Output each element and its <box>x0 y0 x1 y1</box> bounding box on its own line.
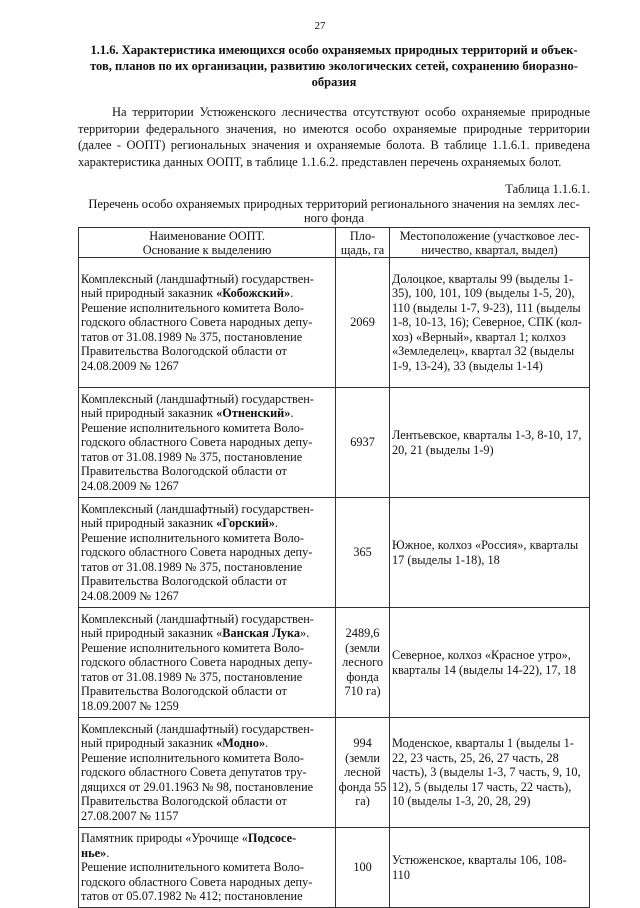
heading-line: образия <box>311 75 357 89</box>
location-line: 22, 23 часть, 25, 26, 27 часть, 28 <box>391 750 559 765</box>
area-line: 2069 <box>350 315 375 330</box>
name-suffix: . <box>274 516 278 531</box>
location-line: 110 (выделы 1-7, 9-23), 111 (выделы <box>391 300 581 315</box>
cell-location <box>389 388 589 498</box>
cell-area <box>336 828 390 908</box>
name-bold: Ванская Лука <box>222 626 301 641</box>
heading-line: тов, планов по их организации, развитию экологических сетей, сохранению биоразно- <box>90 59 578 73</box>
location-line: 10 (выделы 1-3, 20, 28, 29) <box>391 794 531 809</box>
name-bold: «Модно» <box>216 736 266 751</box>
basis-line: татов от 31.08.1989 № 375, постановление <box>81 559 303 574</box>
cell-area <box>336 258 390 388</box>
name-bold: Подсосе- <box>247 831 297 846</box>
cell-oopt-name <box>79 498 336 608</box>
basis-line: татов от 31.08.1989 № 375, постановление <box>81 449 303 464</box>
name-line2-prefix: ный природный заказник <box>81 406 217 421</box>
location-line: Южное, колхоз «Россия», кварталы <box>391 538 579 553</box>
location-line: 20, 21 (выделы 1-9) <box>391 442 494 457</box>
header-name-line: Основание к выделению <box>142 242 272 257</box>
name-suffix: ». <box>300 626 310 641</box>
name-prefix: Комплексный (ландшафтный) государствен- <box>81 502 314 517</box>
area-line: лесной <box>344 765 381 780</box>
location-line: «Земледелец», квартал 32 (выделы <box>391 344 575 359</box>
basis-line: 24.08.2009 № 1267 <box>81 358 179 373</box>
area-line: 2489,6 <box>345 626 380 641</box>
name-suffix: . <box>106 845 110 860</box>
header-location-line: Местоположение (участковое лес- <box>399 228 580 243</box>
cell-area <box>336 608 390 718</box>
intro-paragraph: На территории Устюженского лесничества отсутствуют особо охраняемые природные территории федерального значения, но имеются особо охраняемые природные территории (далее - ООПТ) региональных значения и охраняемые болота. В таблице 1.1.6.1. приведена характеристика данных ООПТ, в таблице 1.1.6.2. представлен перечень охраняемых болот. <box>78 105 590 169</box>
name-line2-prefix: ный природный заказник <box>81 736 217 751</box>
basis-line: Правительства Вологодской области от <box>81 684 287 699</box>
caption-line: ного фонда <box>303 211 365 225</box>
header-area <box>336 228 390 258</box>
basis-line: Правительства Вологодской области от <box>81 344 287 359</box>
location-line: 1-8, 10-13, 16); Северное, СПК (кол- <box>391 315 582 330</box>
table-row <box>79 498 590 608</box>
location-line: хоз) «Верный», квартал 1; колхоз <box>391 329 566 344</box>
name-prefix: Комплексный (ландшафтный) государствен- <box>81 612 314 627</box>
heading-line: 1.1.6. Характеристика имеющихся особо охраняемых природных территорий и объек- <box>90 43 578 57</box>
basis-line: 27.08.2007 № 1157 <box>81 808 179 823</box>
header-name <box>79 228 336 258</box>
header-name-line: Наименование ООПТ. <box>149 228 265 243</box>
basis-line: Решение исполнительного комитета Воло- <box>81 420 305 435</box>
table-caption <box>78 197 590 225</box>
header-location-line: ничество, квартал, выдел) <box>421 242 558 257</box>
area-line: лесного <box>342 655 384 670</box>
oopt-table <box>78 227 590 908</box>
area-line: (земли <box>345 640 381 655</box>
location-line: Северное, колхоз «Красное утро», <box>391 648 571 663</box>
header-location <box>389 228 589 258</box>
cell-location <box>389 718 589 828</box>
name-bold: «Отненский» <box>216 406 291 421</box>
name-bold: нье» <box>81 845 107 860</box>
area-line: 6937 <box>350 435 375 450</box>
table-header-row <box>79 228 590 258</box>
name-bold: «Горский» <box>216 516 275 531</box>
basis-line: Решение исполнительного комитета Воло- <box>81 860 305 875</box>
location-line: 35), 100, 101, 109 (выделы 1-5, 20), <box>391 286 575 301</box>
basis-line: Правительства Вологодской области от <box>81 574 287 589</box>
location-line: 1-9, 13-24), 33 (выделы 1-14) <box>391 358 543 373</box>
caption-line: Перечень особо охраняемых природных территорий регионального значения на землях лес- <box>88 197 580 211</box>
page-number: 27 <box>314 20 326 32</box>
basis-line: дящихся от 29.01.1963 № 98, постановление <box>81 779 314 794</box>
name-line2-prefix: ный природный заказник <box>81 286 217 301</box>
basis-line: Решение исполнительного комитета Воло- <box>81 640 305 655</box>
name-prefix: Комплексный (ландшафтный) государствен- <box>81 392 314 407</box>
header-area-line: щадь, га <box>340 242 385 257</box>
cell-oopt-name <box>79 258 336 388</box>
area-line: га) <box>355 794 370 809</box>
basis-line: годского областного Совета народных депу- <box>81 655 313 670</box>
name-suffix: . <box>265 736 269 751</box>
area-line: 365 <box>353 545 372 560</box>
basis-line: 24.08.2009 № 1267 <box>81 478 179 493</box>
area-line: 710 га) <box>344 684 381 699</box>
cell-oopt-name <box>79 388 336 498</box>
name-prefix: Комплексный (ландшафтный) государствен- <box>81 722 314 737</box>
cell-location <box>389 498 589 608</box>
header-area-line: Пло- <box>349 228 376 243</box>
location-line: Долоцкое, кварталы 99 (выделы 1- <box>391 272 574 287</box>
location-line: Моденское, кварталы 1 (выделы 1- <box>391 736 574 751</box>
name-suffix: . <box>290 406 294 421</box>
name-prefix: Комплексный (ландшафтный) государствен- <box>81 272 314 287</box>
basis-line: Правительства Вологодской области от <box>81 464 287 479</box>
cell-area <box>336 498 390 608</box>
table-row <box>79 608 590 718</box>
basis-line: 24.08.2009 № 1267 <box>81 588 179 603</box>
basis-line: 18.09.2007 № 1259 <box>81 698 179 713</box>
location-line: 17 (выделы 1-18), 18 <box>391 552 500 567</box>
basis-line: Решение исполнительного комитета Воло- <box>81 750 305 765</box>
basis-line: Правительства Вологодской области от <box>81 794 287 809</box>
table-row <box>79 828 590 908</box>
cell-area <box>336 388 390 498</box>
basis-line: Решение исполнительного комитета Воло- <box>81 530 305 545</box>
basis-line: татов от 31.08.1989 № 375, постановление <box>81 669 303 684</box>
basis-line: годского областного Совета народных депу- <box>81 435 313 450</box>
cell-location <box>389 258 589 388</box>
cell-oopt-name <box>79 718 336 828</box>
basis-line: татов от 05.07.1982 № 412; постановление <box>81 889 303 904</box>
basis-line: Решение исполнительного комитета Воло- <box>81 300 305 315</box>
basis-line: годского областного Совета народных депу- <box>81 315 313 330</box>
location-line: Лентьевское, кварталы 1-3, 8-10, 17, <box>391 428 582 443</box>
location-line: часть), 3 (выделы 1-3, 7 часть, 9, 10, <box>391 765 581 780</box>
area-line: 994 <box>353 736 372 751</box>
area-line: фонда 55 <box>338 779 387 794</box>
table-row <box>79 388 590 498</box>
location-line: 110 <box>391 867 410 882</box>
basis-line: годского областного Совета депутатов тру- <box>81 765 307 780</box>
location-line: 12), 5 (выделы 17 часть, 22 часть), <box>391 779 572 794</box>
name-bold: «Кобожский» <box>216 286 291 301</box>
area-line: 100 <box>353 860 372 875</box>
cell-location <box>389 828 589 908</box>
basis-line: татов от 31.08.1989 № 375, постановление <box>81 329 303 344</box>
name-line2-prefix: ный природный заказник <box>81 516 217 531</box>
table-label: Таблица 1.1.6.1. <box>505 182 590 196</box>
table-row <box>79 718 590 828</box>
section-heading <box>78 42 590 90</box>
area-line: (земли <box>345 750 381 765</box>
area-line: фонда <box>346 669 379 684</box>
cell-oopt-name <box>79 828 336 908</box>
name-line2-prefix: ный природный заказник « <box>81 626 223 641</box>
location-line: Устюженское, кварталы 106, 108- <box>391 853 567 868</box>
cell-oopt-name <box>79 608 336 718</box>
basis-line: годского областного Совета народных депу- <box>81 874 313 889</box>
name-prefix: Памятник природы «Урочище « <box>81 831 248 846</box>
basis-line: годского областного Совета народных депу- <box>81 545 313 560</box>
name-suffix: . <box>290 286 294 301</box>
table-row <box>79 258 590 388</box>
cell-location <box>389 608 589 718</box>
cell-area <box>336 718 390 828</box>
location-line: кварталы 14 (выделы 14-22), 17, 18 <box>391 662 577 677</box>
